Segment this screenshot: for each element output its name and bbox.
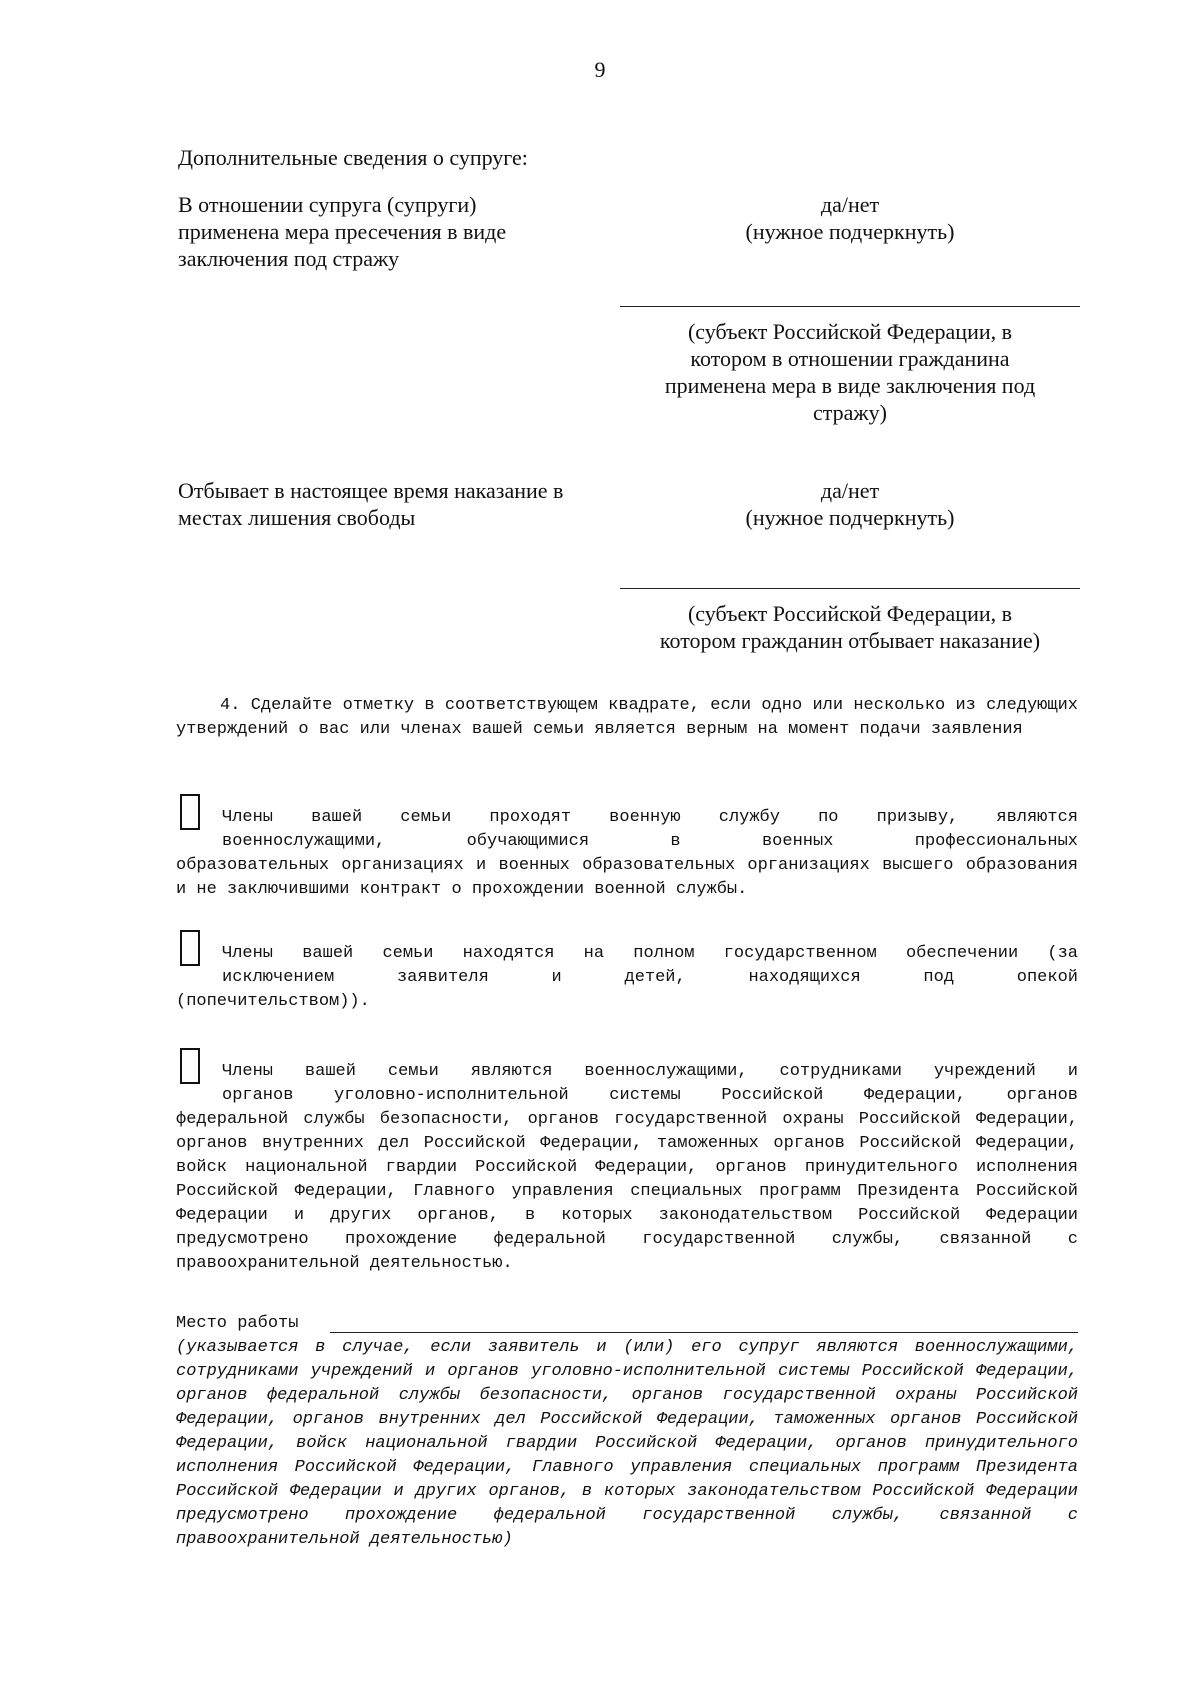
region-input-line[interactable] — [620, 306, 1080, 307]
sentence-region-caption — [620, 600, 1080, 654]
underline-hint: (нужное подчеркнуть) — [745, 505, 955, 530]
sentence-question-line: местах лишения свободы — [178, 505, 416, 530]
sentence-answer — [650, 477, 1050, 531]
workplace-note: (указывается в случае, если заявитель и (или) его супруг являются военнослужащими, сотрудниками учреждений и органов уголовно-исполнительной системы Российской Федерации, органов федеральной службы безопасности, органов государственной охраны Российской Федерации, органов внутренних дел Российской Федерации, таможенных органов Российской Федерации, войск национальной гвардии Российской Федерации, органов принудительного исполнения Российской Федерации, Главного управления специальных программ Президента Российской Федерации и других органов, в которых законодательством Российской Федерации предусмотрено прохождение федеральной государственной службы, связанной с правоохранительной деятельностью) — [176, 1338, 1078, 1549]
detention-question-line: применена мера пресечения в виде — [178, 219, 507, 244]
caption-line: применена мера в виде заключения под — [664, 373, 1036, 398]
page-number: 9 — [594, 57, 606, 82]
sentence-question-line: Отбывает в настоящее время наказание в — [178, 478, 564, 503]
detention-answer — [650, 191, 1050, 245]
family-state-support-checkbox[interactable] — [180, 930, 200, 966]
option-first-line: Члены вашей семьи являются военнослужащими, сотрудниками учреждений и — [222, 1062, 1078, 1081]
yes-no-choice[interactable]: да/нет — [820, 192, 880, 217]
family-conscript-checkbox[interactable] — [180, 794, 200, 830]
workplace-label: Место работы — [176, 1314, 299, 1333]
item4-intro: 4. Сделайте отметку в соответствующем квадрате, если одно или несколько из следующих утверждений о вас или членах вашей семьи является верным на момент подачи заявления — [176, 696, 1078, 739]
sentence-question — [178, 477, 618, 531]
option-rest: федеральной службы безопасности, органов государственной охраны Российской Федерации, органов внутренних дел Российской Федерации, таможенных органов Российской Федерации, войск национальной гвардии Российской Федерации, органов принудительного исполнения Российской Федерации, Главного управления специальных программ Президента Российской Федерации и других органов, в которых законодательством Российской Федерации предусмотрено прохождение федеральной государственной службы, связанной с правоохранительной деятельностью. — [176, 1110, 1078, 1273]
option-second-line: военнослужащими, обучающимися в военных профессиональных — [222, 832, 1078, 851]
caption-line: котором в отношении гражданина — [690, 346, 1010, 371]
detention-region-caption — [620, 318, 1080, 426]
underline-hint: (нужное подчеркнуть) — [745, 219, 955, 244]
family-law-enforcement-checkbox[interactable] — [180, 1048, 200, 1084]
option-second-line: органов уголовно-исполнительной системы Российской Федерации, органов — [222, 1086, 1078, 1105]
detention-question-line: В отношении супруга (супруги) — [178, 192, 477, 217]
caption-line: котором гражданин отбывает наказание) — [659, 628, 1041, 653]
yes-no-choice[interactable]: да/нет — [820, 478, 880, 503]
detention-question-line: заключения под стражу — [178, 246, 400, 271]
workplace-input-line[interactable] — [330, 1332, 1078, 1333]
region-input-line[interactable] — [620, 588, 1080, 589]
option-rest: (попечительством)). — [176, 992, 370, 1011]
option-rest: образовательных организациях и военных образовательных организациях высшего образования и не заключившими контракт о прохождении военной службы. — [176, 856, 1078, 899]
option-first-line: Члены вашей семьи находятся на полном государственном обеспечении (за — [222, 944, 1078, 963]
option-second-line: исключением заявителя и детей, находящихся под опекой — [222, 968, 1078, 987]
caption-line: стражу) — [813, 400, 887, 425]
caption-line: (субъект Российской Федерации, в — [687, 601, 1013, 626]
spouse-section-heading: Дополнительные сведения о супруге: — [178, 145, 528, 170]
option-first-line: Члены вашей семьи проходят военную службу по призыву, являются — [222, 808, 1078, 827]
caption-line: (субъект Российской Федерации, в — [687, 319, 1013, 344]
detention-question — [178, 191, 598, 272]
